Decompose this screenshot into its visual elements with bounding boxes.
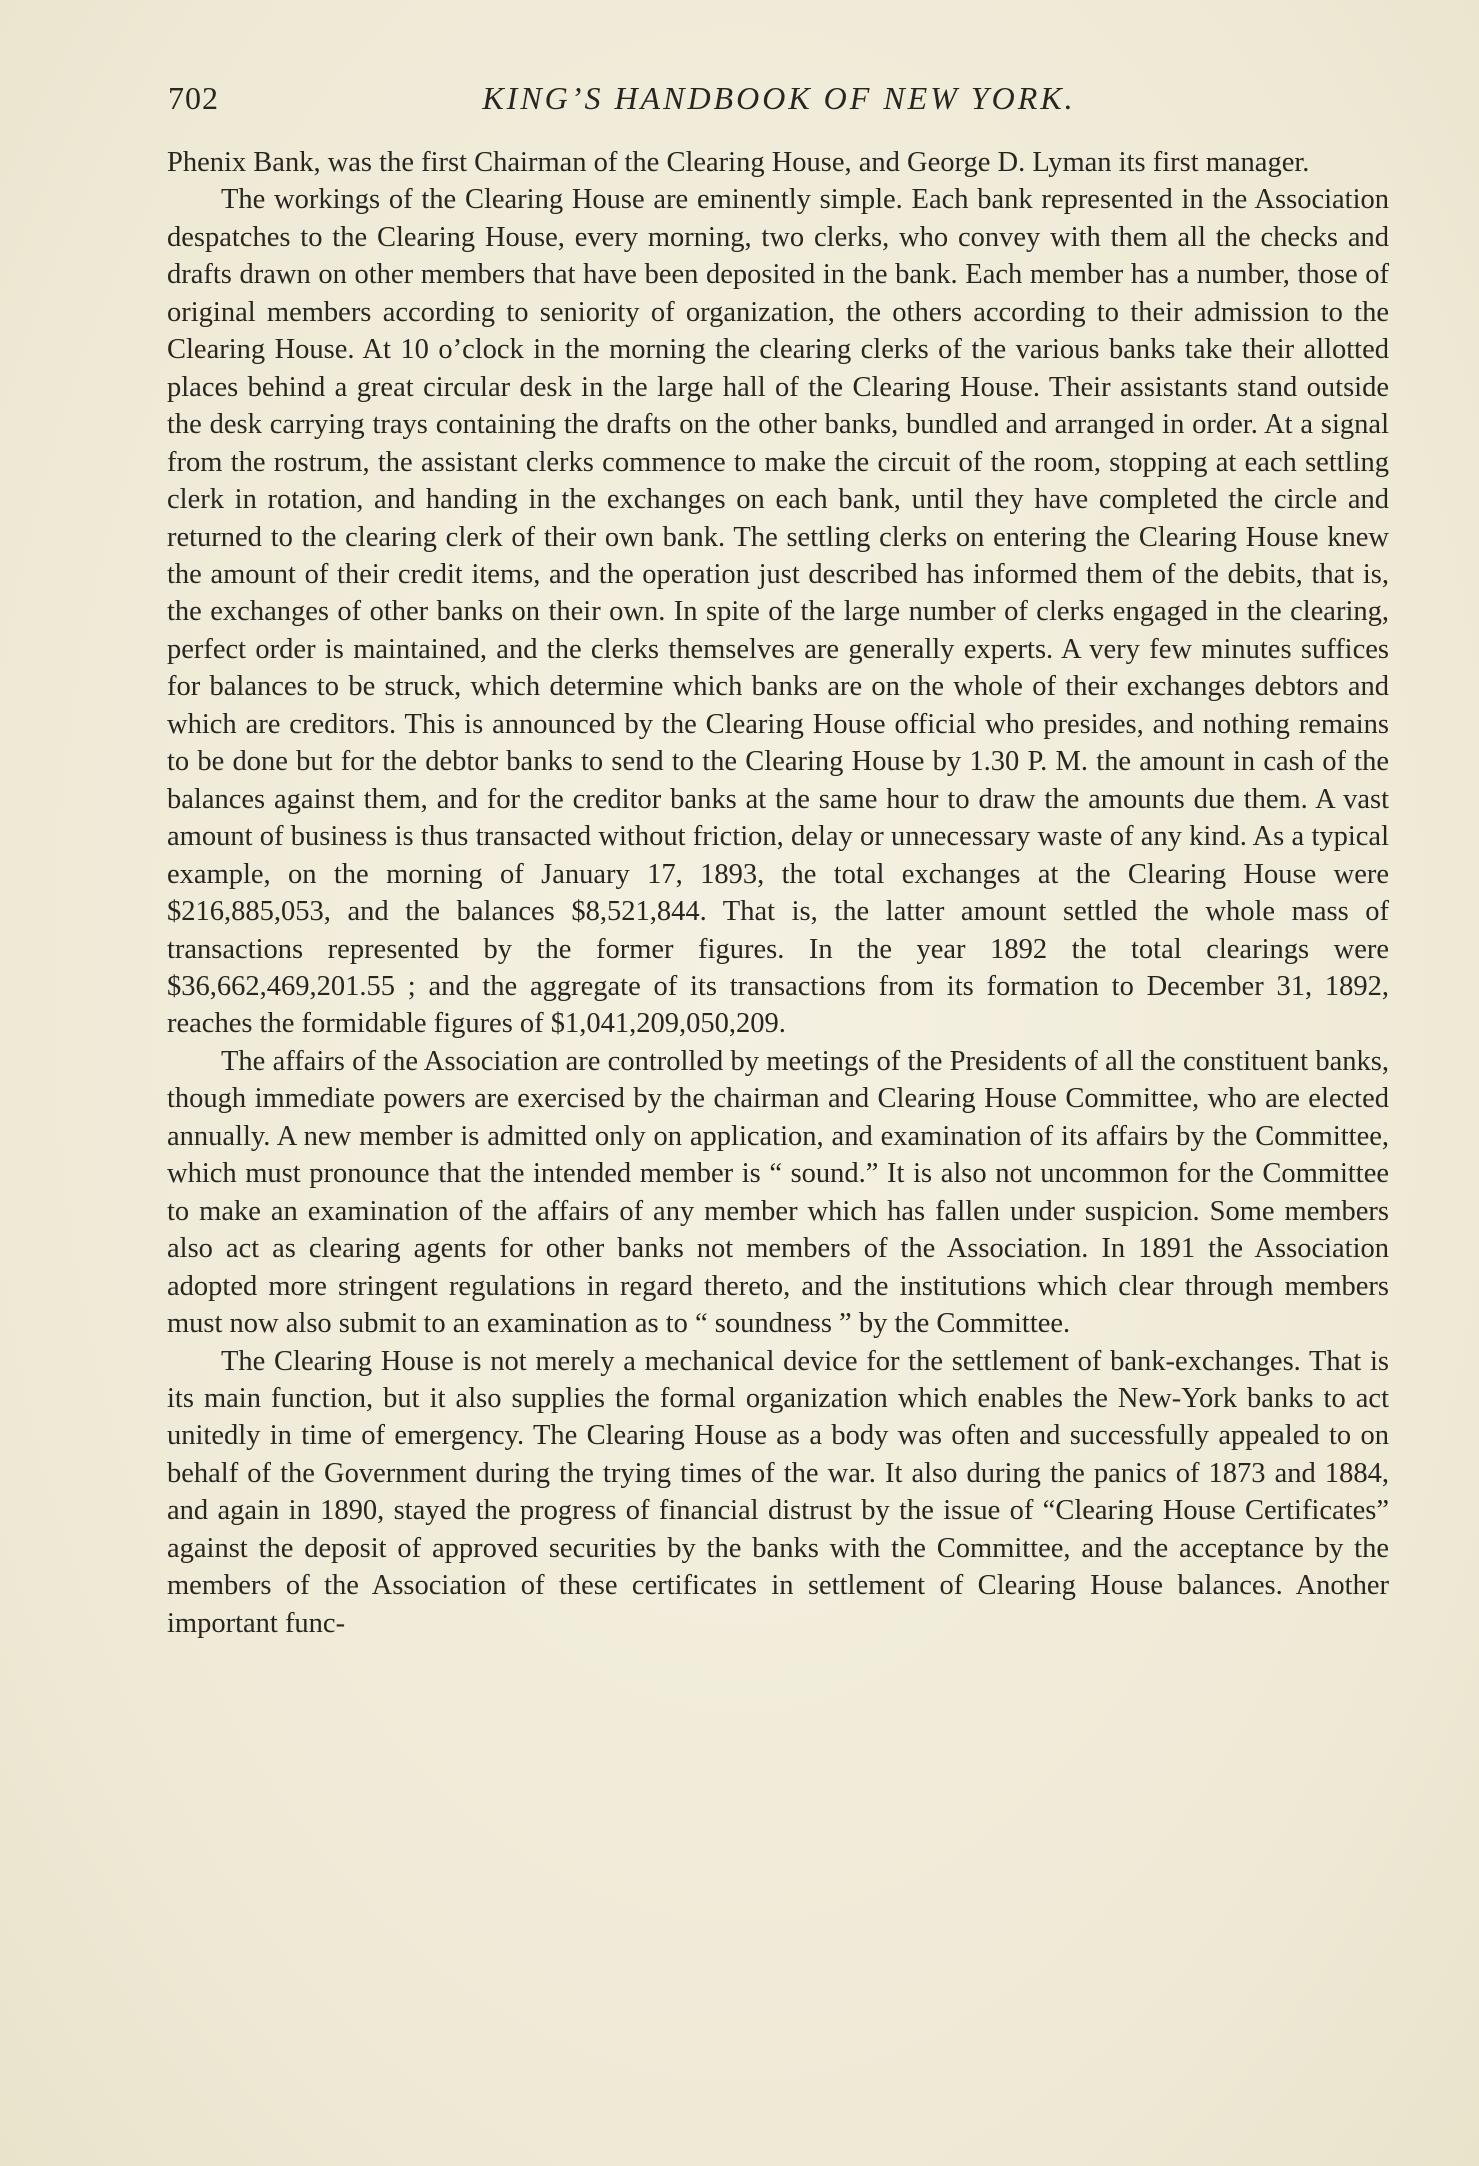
running-title: KING’S HANDBOOK OF NEW YORK. xyxy=(482,80,1076,116)
paragraph: The workings of the Clearing House are eminently simple. Each bank represented in the Association despatches to the Clearing House, every morning, two clerks, who convey with them all the checks and drafts drawn on other members that have been deposited in the bank. Each member has a number, those of original members according to seniority of organization, the others according to their admission to the Clearing House. At 10 o’clock in the morning the clearing clerks of the various banks take their allotted places behind a great circular desk in the large hall of the Clearing House. Their assistants stand outside the desk carrying trays containing the drafts on the other banks, bundled and arranged in order. At a signal from the rostrum, the assistant clerks commence to make the circuit of the room, stopping at each settling clerk in rotation, and handing in the exchanges on each bank, until they have completed the circle and returned to the clearing clerk of their own bank. The settling clerks on entering the Clearing House knew the amount of their credit items, and the operation just described has informed them of the debits, that is, the exchanges of other banks on their own. In spite of the large number of clerks engaged in the clearing, perfect order is maintained, and the clerks themselves are generally experts. A very few minutes suffices for balances to be struck, which determine which banks are on the whole of their exchanges debtors and which are creditors. This is announced by the Clearing House official who presides, and nothing remains to be done but for the debtor banks to send to the Clearing House by 1.30 P. M. the amount in cash of the balances against them, and for the creditor banks at the same hour to draw the amounts due them. A vast amount of business is thus transacted without friction, delay or unnecessary waste of any kind. As a typical example, on the morning of January 17, 1893, the total exchanges at the Clearing House were $216,885,053, and the balances $8,521,844. That is, the latter amount settled the whole mass of transactions represented by the former figures. In the year 1892 the total clearings were $36,662,469,201.55 ; and the aggregate of its transactions from its formation to December 31, 1892, reaches the formidable figures of $1,041,209,050,209. xyxy=(167,184,1389,1040)
paragraph: Phenix Bank, was the first Chairman of the Clearing House, and George D. Lyman its first manager. xyxy=(167,147,1310,178)
body-text xyxy=(167,144,1389,1642)
page-number: 702 xyxy=(168,80,219,116)
page-header xyxy=(168,78,1390,118)
paragraph: The Clearing House is not merely a mechanical device for the settlement of bank-exchanges. That is its main function, but it also supplies the formal organization which enables the New-York banks to act unitedly in time of emergency. The Clearing House as a body was often and successfully appealed to on behalf of the Government during the trying times of the war. It also during the panics of 1873 and 1884, and again in 1890, stayed the progress of financial distrust by the issue of “Clearing House Certificates” against the deposit of approved securities by the banks with the Committee, and the acceptance by the members of the Association of these certificates in settlement of Clearing House balances. Another important func- xyxy=(167,1345,1389,1639)
paragraph: The affairs of the Association are controlled by meetings of the Presidents of all the constituent banks, though immediate powers are exercised by the chairman and Clearing House Committee, who are elected annually. A new member is admitted only on application, and examination of its affairs by the Committee, which must pronounce that the intended member is “ sound.” It is also not uncommon for the Committee to make an examination of the affairs of any member which has fallen under suspicion. Some members also act as clearing agents for other banks not members of the Association. In 1891 the Association adopted more stringent regulations in regard thereto, and the institutions which clear through members must now also submit to an examination as to “ soundness ” by the Committee. xyxy=(167,1045,1389,1340)
